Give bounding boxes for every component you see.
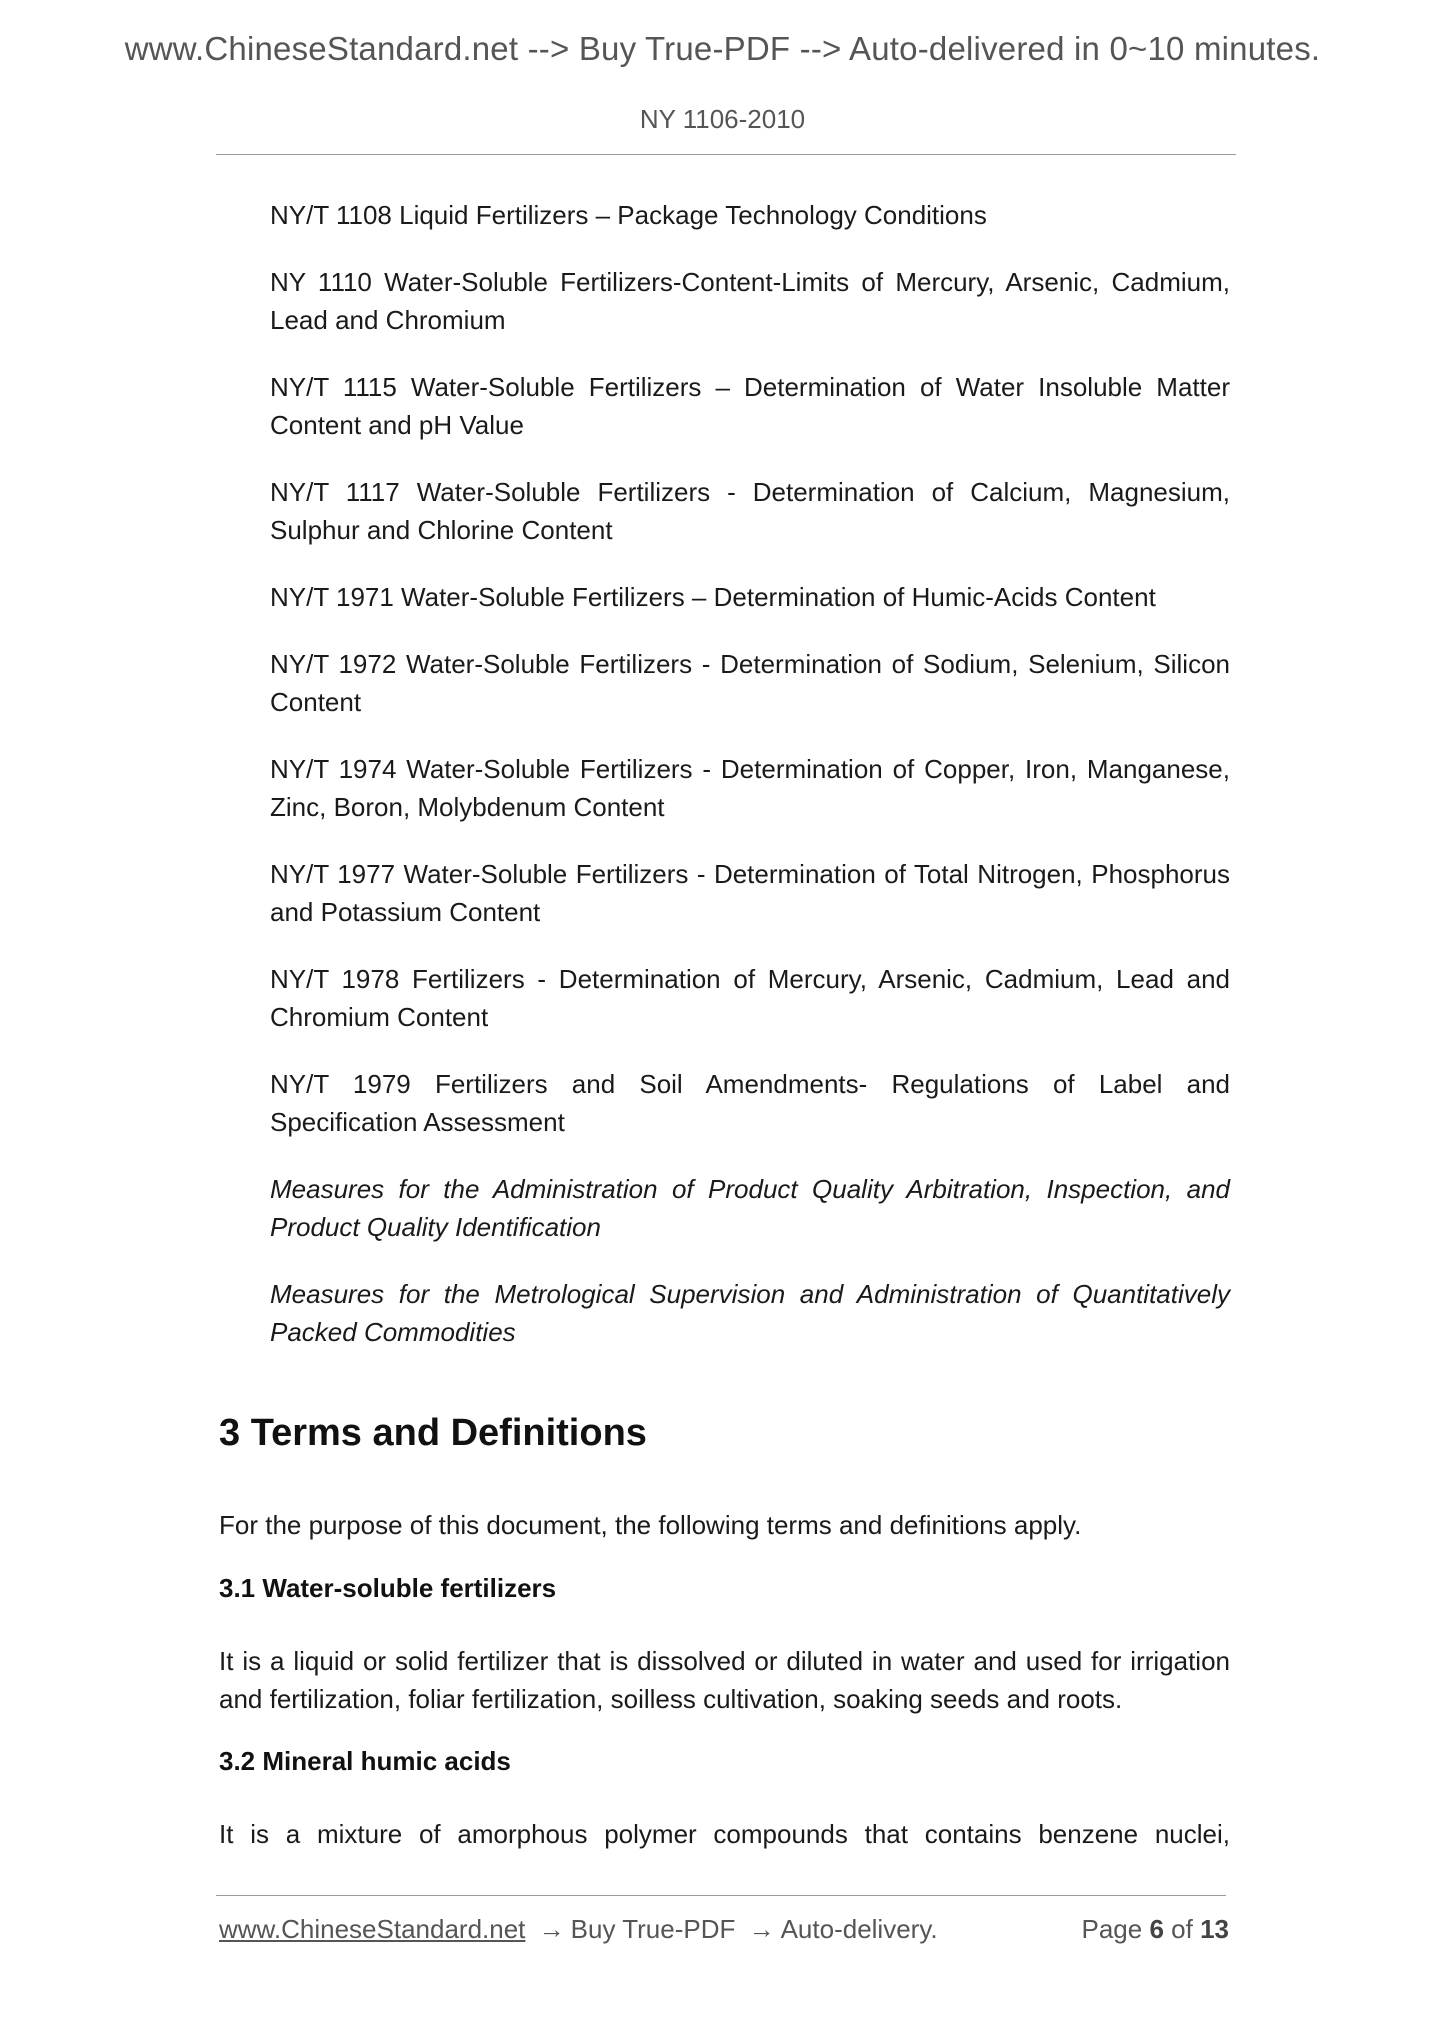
term-3-2	[219, 1746, 1230, 1777]
footer-divider	[216, 1895, 1226, 1896]
reference-item: NY 1110 Water-Soluble Fertilizers-Content-Limits of Mercury, Arsenic, Cadmium, Lead and Chromium	[270, 267, 1230, 335]
term-definition-text: It is a liquid or solid fertilizer that is dissolved or diluted in water and used for irrigation and fertilization, foliar fertilization, soilless cultivation, soaking seeds and roots.	[219, 1646, 1230, 1714]
footer-links	[219, 1914, 938, 1945]
buy-true-pdf-label: Buy True-PDF	[570, 1914, 736, 1944]
term-definition-text-partial: It is a mixture of amorphous polymer compounds that contains benzene nuclei,	[219, 1819, 1230, 1849]
header-banner: www.ChineseStandard.net --> Buy True-PDF --> Auto-delivered in 0~10 minutes.	[124, 30, 1321, 67]
reference-item: NY/T 1972 Water-Soluble Fertilizers - Determination of Sodium, Selenium, Silicon Content	[270, 649, 1230, 717]
of-label: of	[1171, 1914, 1193, 1944]
reference-item: NY/T 1974 Water-Soluble Fertilizers - Determination of Copper, Iron, Manganese, Zinc, Boron, Molybdenum Content	[270, 754, 1230, 822]
page-label: Page	[1081, 1914, 1143, 1944]
reference-item: Measures for the Metrological Supervision and Administration of Quantitatively Packed Commodities	[270, 1279, 1230, 1347]
section-intro	[219, 1506, 1230, 1544]
page-current: 6	[1149, 1914, 1164, 1944]
term-3-1	[219, 1573, 1230, 1604]
header-divider	[216, 154, 1236, 155]
arrow-right-icon: →	[538, 1914, 565, 1944]
reference-item: NY/T 1977 Water-Soluble Fertilizers - Determination of Total Nitrogen, Phosphorus and Potassium Content	[270, 859, 1230, 927]
arrow-right-icon: →	[748, 1914, 775, 1944]
reference-item: NY/T 1978 Fertilizers - Determination of Mercury, Arsenic, Cadmium, Lead and Chromium Content	[270, 964, 1230, 1032]
page-indicator	[1081, 1914, 1229, 1945]
page-total: 13	[1200, 1914, 1229, 1944]
section-intro-text: For the purpose of this document, the following terms and definitions apply.	[219, 1510, 1082, 1540]
document-number: NY 1106-2010	[639, 104, 806, 134]
site-link[interactable]: www.ChineseStandard.net	[219, 1914, 526, 1944]
reference-item: NY/T 1108 Liquid Fertilizers – Package Technology Conditions	[270, 200, 987, 230]
term-heading: 3.1 Water-soluble fertilizers	[219, 1573, 557, 1603]
normative-references-list	[270, 196, 1230, 1380]
term-3-1-definition	[219, 1642, 1230, 1718]
reference-item: NY/T 1971 Water-Soluble Fertilizers – Determination of Humic-Acids Content	[270, 582, 1156, 612]
reference-item: NY/T 1115 Water-Soluble Fertilizers – Determination of Water Insoluble Matter Content and pH Value	[270, 372, 1230, 440]
auto-delivery-label: Auto-delivery.	[780, 1914, 938, 1944]
section-heading-terms-definitions: 3 Terms and Definitions	[219, 1412, 647, 1454]
reference-item: Measures for the Administration of Product Quality Arbitration, Inspection, and Product Quality Identification	[270, 1174, 1230, 1242]
reference-item: NY/T 1117 Water-Soluble Fertilizers - Determination of Calcium, Magnesium, Sulphur and Chlorine Content	[270, 477, 1230, 545]
reference-item: NY/T 1979 Fertilizers and Soil Amendments- Regulations of Label and Specification Assessment	[270, 1069, 1230, 1137]
term-heading: 3.2 Mineral humic acids	[219, 1746, 511, 1776]
term-3-2-definition	[219, 1815, 1230, 1853]
